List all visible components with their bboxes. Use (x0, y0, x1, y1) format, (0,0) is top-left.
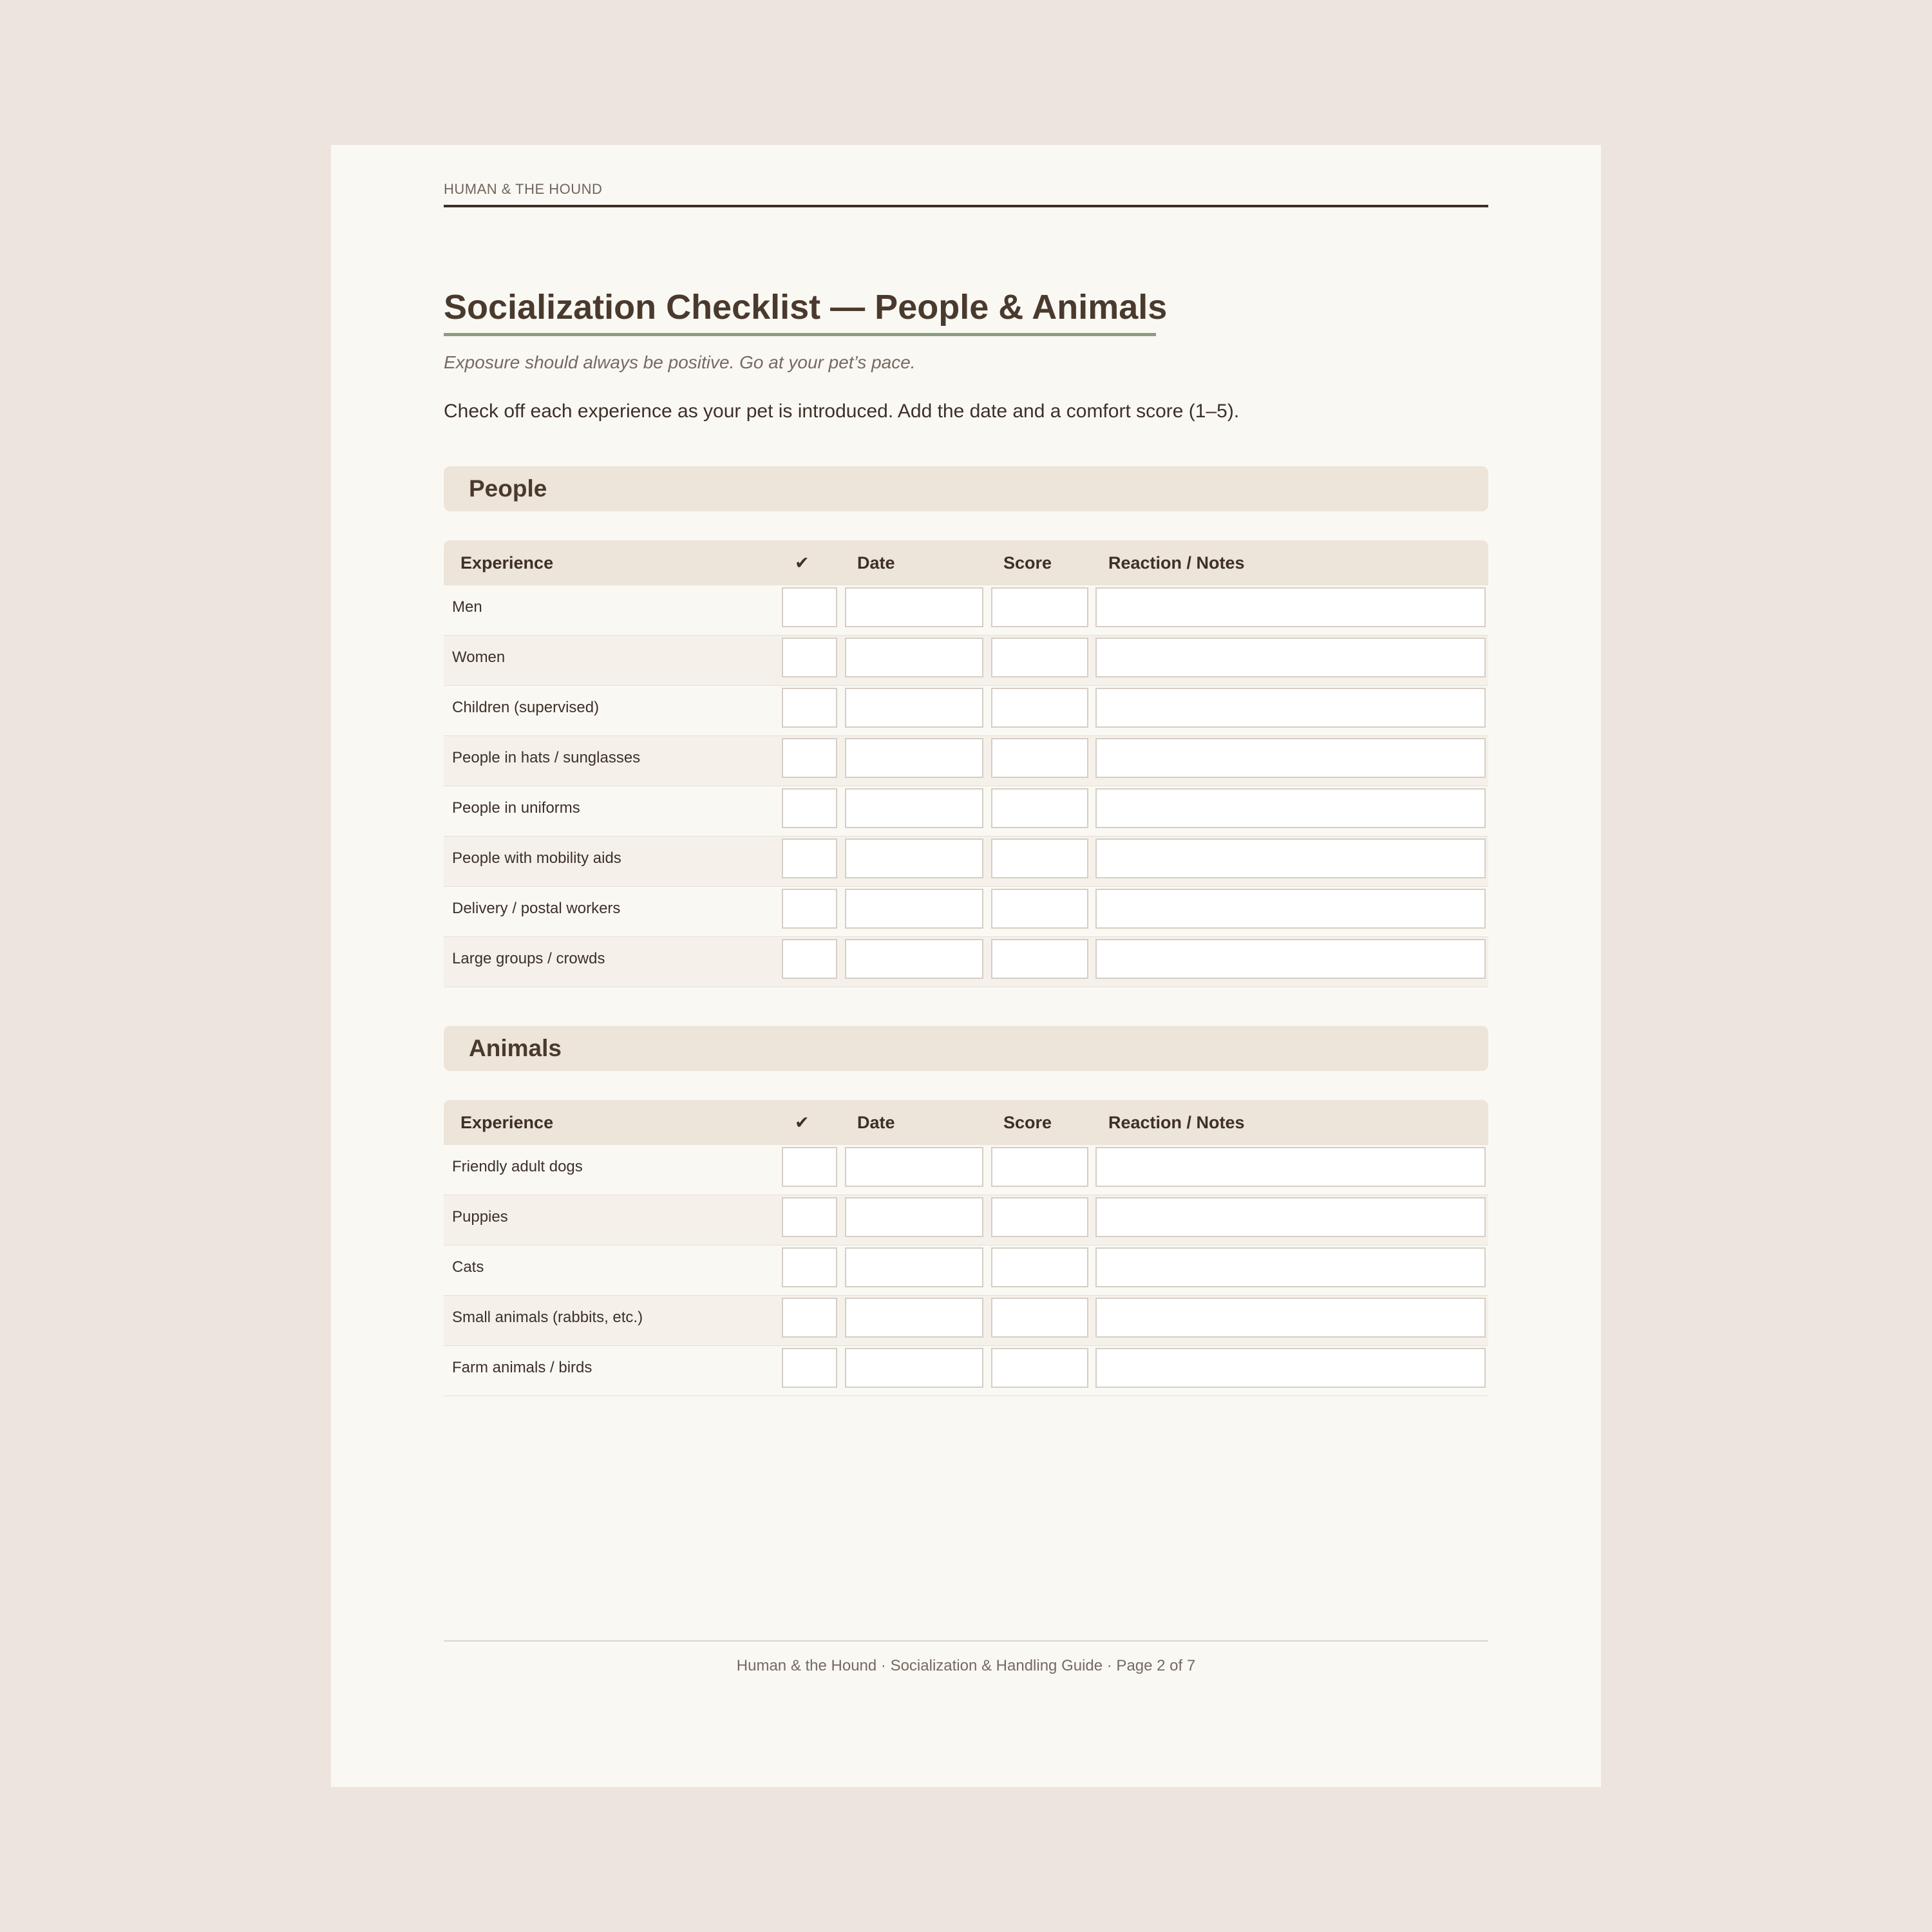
notes-field[interactable] (1095, 1147, 1486, 1187)
score-field[interactable] (991, 738, 1088, 778)
column-score: Score (1003, 1113, 1052, 1132)
check-box[interactable] (782, 638, 837, 677)
date-field[interactable] (845, 1348, 983, 1388)
date-field[interactable] (845, 838, 983, 878)
column-experience: Experience (460, 1113, 554, 1132)
date-field[interactable] (845, 1247, 983, 1287)
notes-field[interactable] (1095, 788, 1486, 828)
table-row (444, 736, 1488, 786)
score-field[interactable] (991, 638, 1088, 677)
experience-label: Delivery / postal workers (452, 900, 621, 917)
date-field[interactable] (845, 587, 983, 627)
experience-label: Children (supervised) (452, 699, 600, 716)
notes-field[interactable] (1095, 889, 1486, 929)
check-box[interactable] (782, 939, 837, 979)
score-field[interactable] (991, 1247, 1088, 1287)
check-box[interactable] (782, 738, 837, 778)
page-title: Socialization Checklist — People & Animals (444, 288, 1168, 327)
people-checklist-table (444, 540, 1488, 987)
check-box[interactable] (782, 688, 837, 728)
notes-field[interactable] (1095, 688, 1486, 728)
column-score: Score (1003, 553, 1052, 573)
section-heading-animals (444, 1026, 1488, 1071)
table-row (444, 686, 1488, 736)
score-field[interactable] (991, 1197, 1088, 1237)
brand-header: HUMAN & THE HOUND (444, 181, 603, 197)
experience-label: Friendly adult dogs (452, 1158, 583, 1175)
column-check: ✔ (795, 1113, 810, 1132)
score-field[interactable] (991, 1147, 1088, 1187)
column-notes: Reaction / Notes (1108, 1113, 1245, 1132)
column-date: Date (857, 553, 895, 573)
date-field[interactable] (845, 889, 983, 929)
experience-label: Puppies (452, 1208, 508, 1226)
footer-divider (444, 1640, 1488, 1642)
check-box[interactable] (782, 788, 837, 828)
experience-label: Large groups / crowds (452, 950, 605, 967)
notes-field[interactable] (1095, 587, 1486, 627)
check-box[interactable] (782, 889, 837, 929)
notes-field[interactable] (1095, 939, 1486, 979)
experience-label: Farm animals / birds (452, 1359, 592, 1376)
header-divider (444, 205, 1488, 207)
notes-field[interactable] (1095, 738, 1486, 778)
experience-label: Small animals (rabbits, etc.) (452, 1309, 643, 1326)
check-box[interactable] (782, 1348, 837, 1388)
date-field[interactable] (845, 1298, 983, 1338)
table-row (444, 1296, 1488, 1346)
column-date: Date (857, 1113, 895, 1132)
check-box[interactable] (782, 1247, 837, 1287)
experience-label: Men (452, 598, 482, 616)
experience-label: People with mobility aids (452, 849, 621, 867)
table-row (444, 887, 1488, 937)
date-field[interactable] (845, 1147, 983, 1187)
score-field[interactable] (991, 587, 1088, 627)
table-row (444, 1245, 1488, 1296)
notes-field[interactable] (1095, 1348, 1486, 1388)
date-field[interactable] (845, 788, 983, 828)
check-box[interactable] (782, 1147, 837, 1187)
page-footer: Human & the Hound · Socialization & Handling Guide · Page 2 of 7 (736, 1657, 1196, 1674)
section-title: People (469, 475, 547, 502)
score-field[interactable] (991, 838, 1088, 878)
table-row (444, 786, 1488, 837)
notes-field[interactable] (1095, 838, 1486, 878)
document-page (331, 145, 1601, 1787)
date-field[interactable] (845, 1197, 983, 1237)
score-field[interactable] (991, 688, 1088, 728)
column-notes: Reaction / Notes (1108, 553, 1245, 573)
experience-label: People in hats / sunglasses (452, 749, 641, 766)
table-row (444, 937, 1488, 987)
score-field[interactable] (991, 889, 1088, 929)
column-experience: Experience (460, 553, 554, 573)
instructions-text: Check off each experience as your pet is introduced. Add the date and a comfort score (1–5). (444, 401, 1240, 422)
check-box[interactable] (782, 587, 837, 627)
title-underline (444, 333, 1156, 336)
score-field[interactable] (991, 1298, 1088, 1338)
table-row (444, 1195, 1488, 1245)
page-subtitle: Exposure should always be positive. Go at your pet’s pace. (444, 352, 916, 372)
notes-field[interactable] (1095, 1247, 1486, 1287)
table-header (444, 540, 1488, 585)
experience-label: Women (452, 649, 506, 666)
animals-checklist-table (444, 1100, 1488, 1396)
date-field[interactable] (845, 688, 983, 728)
experience-label: People in uniforms (452, 799, 580, 817)
table-row (444, 1346, 1488, 1396)
date-field[interactable] (845, 638, 983, 677)
date-field[interactable] (845, 738, 983, 778)
table-header (444, 1100, 1488, 1145)
notes-field[interactable] (1095, 638, 1486, 677)
section-heading-people (444, 466, 1488, 511)
check-box[interactable] (782, 1197, 837, 1237)
notes-field[interactable] (1095, 1197, 1486, 1237)
table-row (444, 1145, 1488, 1195)
check-box[interactable] (782, 838, 837, 878)
check-box[interactable] (782, 1298, 837, 1338)
experience-label: Cats (452, 1258, 484, 1276)
table-row (444, 585, 1488, 636)
column-check: ✔ (795, 553, 810, 573)
notes-field[interactable] (1095, 1298, 1486, 1338)
score-field[interactable] (991, 788, 1088, 828)
score-field[interactable] (991, 1348, 1088, 1388)
section-title: Animals (469, 1035, 562, 1061)
score-field[interactable] (991, 939, 1088, 979)
table-row (444, 837, 1488, 887)
table-row (444, 636, 1488, 686)
date-field[interactable] (845, 939, 983, 979)
